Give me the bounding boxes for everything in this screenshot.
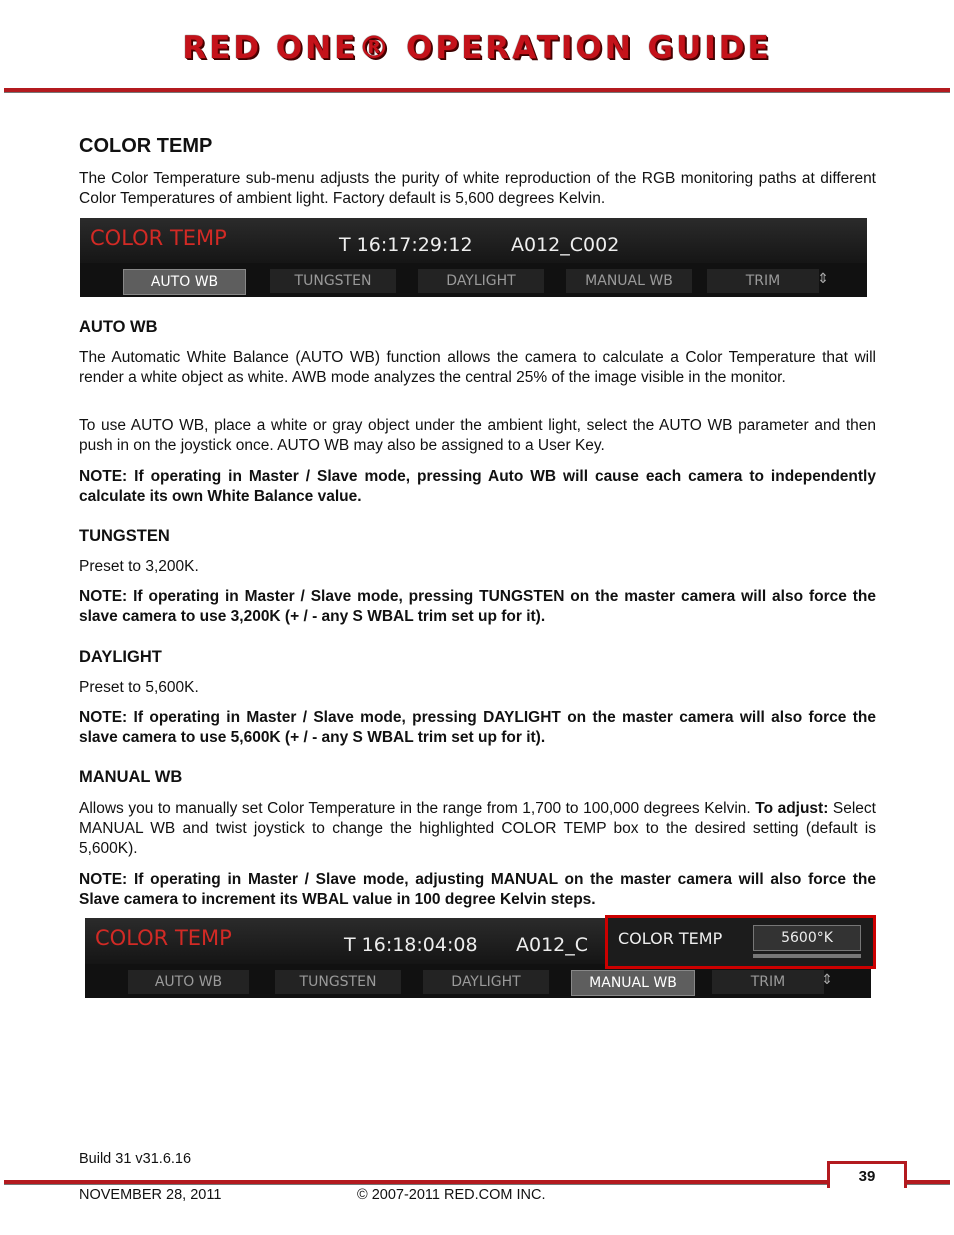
auto-wb-note: NOTE: If operating in Master / Slave mode, pressing Auto WB will cause each camera to independently calculate its own White Balance value. — [79, 468, 876, 505]
camera-menu-screenshot-2 — [85, 918, 871, 998]
header-divider — [4, 88, 950, 93]
heading-tungsten: TUNGSTEN — [79, 527, 170, 545]
footer-divider — [4, 1180, 830, 1185]
tab-tungsten[interactable]: TUNGSTEN — [270, 269, 396, 293]
footer-date: NOVEMBER 28, 2011 — [79, 1187, 222, 1203]
color-temp-label: COLOR TEMP — [618, 929, 723, 948]
tungsten-note: NOTE: If operating in Master / Slave mode, pressing TUNGSTEN on the master camera will also force the slave camera to use 3,200K (+ / - any S WBAL trim set up for it). — [79, 588, 876, 625]
tab-tungsten[interactable]: TUNGSTEN — [275, 970, 401, 994]
tab-auto-wb[interactable]: AUTO WB — [123, 269, 246, 295]
manual-wb-paragraph — [79, 799, 876, 859]
tab-auto-wb[interactable]: AUTO WB — [128, 970, 249, 994]
heading-daylight: DAYLIGHT — [79, 648, 162, 666]
camera-timecode: T 16:18:04:08 — [344, 934, 478, 956]
daylight-note: NOTE: If operating in Master / Slave mode, pressing DAYLIGHT on the master camera will also force the slave camera to use 5,600K (+ / - any S WBAL trim set up for it). — [79, 709, 876, 746]
camera-status-bar — [80, 218, 867, 264]
scroll-arrows-icon[interactable]: ⇕ — [817, 271, 829, 287]
daylight-paragraph: Preset to 5,600K. — [79, 679, 199, 696]
manual-wb-text-b: Select MANUAL WB and twist joystick to change the highlighted COLOR TEMP box to the desired setting (default is 5,600K). — [79, 800, 876, 857]
auto-wb-paragraph-2: To use AUTO WB, place a white or gray object under the ambient light, select the AUTO WB parameter and then push in on the joystick once. AUTO WB may also be assigned to a User Key. — [79, 417, 876, 454]
camera-clip-name: A012_C — [516, 934, 589, 956]
auto-wb-paragraph-1: The Automatic White Balance (AUTO WB) function allows the camera to calculate a Color Temperature that will render a white object as white. AWB mode analyzes the central 25% of the image visible in the monitor. — [79, 349, 876, 386]
manual-wb-note: NOTE: If operating in Master / Slave mode, adjusting MANUAL on the master camera will also force the Slave camera to increment its WBAL value in 100 degree Kelvin steps. — [79, 871, 876, 908]
scroll-arrows-icon[interactable]: ⇕ — [821, 972, 833, 988]
tab-manual-wb[interactable]: MANUAL WB — [566, 269, 692, 293]
section-heading-color-temp: COLOR TEMP — [79, 135, 213, 157]
footer-copyright: © 2007-2011 RED.COM INC. — [357, 1187, 546, 1203]
tab-daylight[interactable]: DAYLIGHT — [418, 269, 544, 293]
page-number: 39 — [858, 1168, 876, 1185]
camera-menu-screenshot-1 — [80, 218, 867, 297]
camera-menu-title: COLOR TEMP — [90, 226, 227, 250]
page-header-title: RED ONE® OPERATION GUIDE — [182, 30, 772, 66]
footer-divider-right — [904, 1180, 950, 1185]
camera-tab-row — [80, 263, 867, 297]
color-temp-highlight-box — [605, 915, 876, 969]
manual-wb-text-a: Allows you to manually set Color Temperature in the range from 1,700 to 100,000 degrees Kelvin. — [79, 800, 756, 817]
heading-auto-wb: AUTO WB — [79, 318, 158, 336]
camera-menu-title: COLOR TEMP — [95, 926, 232, 950]
page-number-tab — [827, 1161, 907, 1188]
camera-clip-name: A012_C002 — [511, 234, 620, 256]
tab-trim[interactable]: TRIM — [712, 970, 824, 994]
tab-daylight[interactable]: DAYLIGHT — [423, 970, 549, 994]
build-version: Build 31 v31.6.16 — [79, 1151, 192, 1167]
tab-manual-wb[interactable]: MANUAL WB — [571, 970, 695, 996]
tungsten-paragraph: Preset to 3,200K. — [79, 558, 199, 575]
color-temp-slider[interactable] — [753, 954, 861, 958]
manual-wb-text-bold: To adjust: — [755, 800, 829, 817]
tab-trim[interactable]: TRIM — [707, 269, 819, 293]
camera-tab-row — [85, 964, 871, 998]
heading-manual-wb: MANUAL WB — [79, 768, 183, 786]
section-intro: The Color Temperature sub-menu adjusts the purity of white reproduction of the RGB monitoring paths at different Color Temperatures of ambient light. Factory default is 5,600 degrees Kelvin. — [79, 170, 876, 207]
color-temp-value-field[interactable]: 5600°K — [753, 925, 861, 951]
camera-timecode: T 16:17:29:12 — [339, 234, 473, 256]
